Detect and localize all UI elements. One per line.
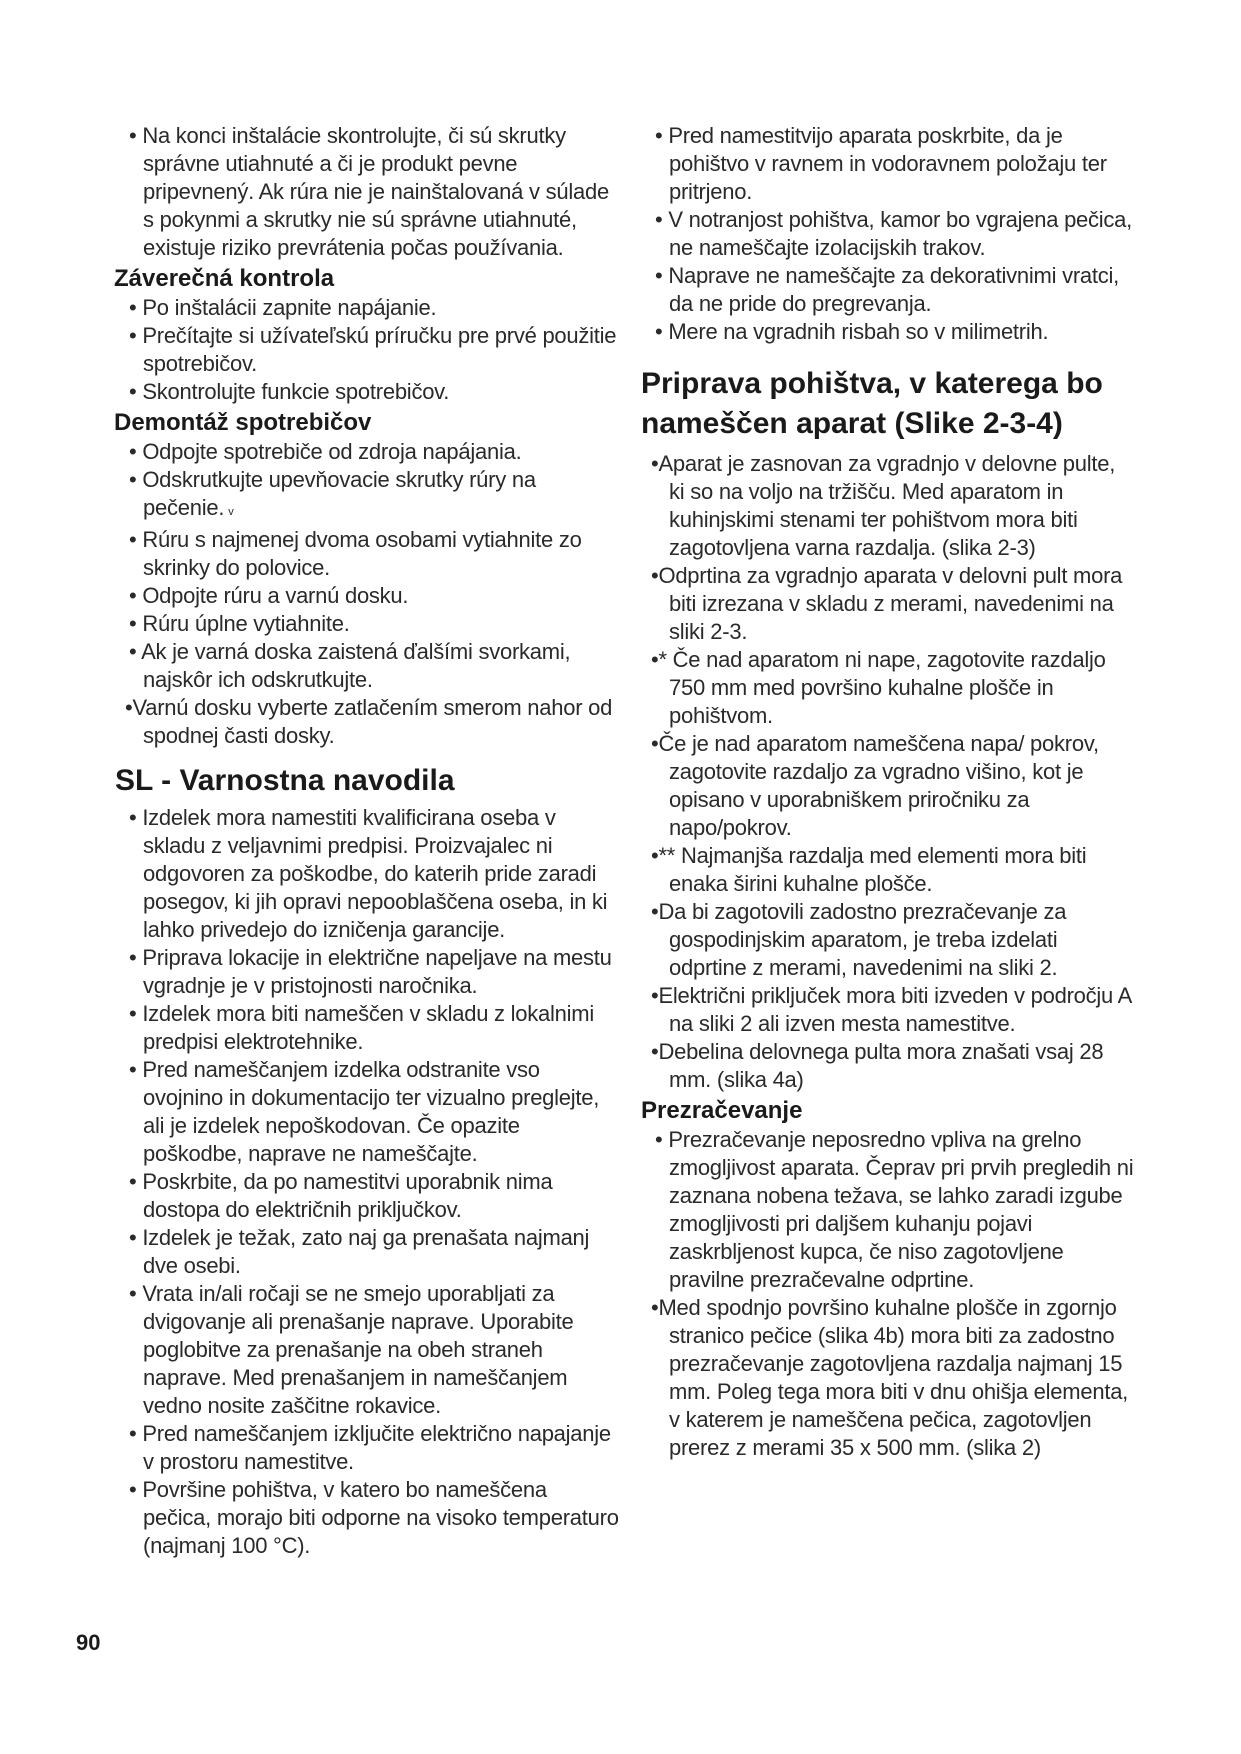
safety-section (115, 763, 620, 1560)
list-item: • Pred nameščanjem izključite električno napajanje v prostoru namestitve. (129, 1421, 611, 1474)
left-column (115, 122, 620, 1560)
pre-installation-section (641, 122, 1136, 346)
list-item: • Vrata in/ali ročaji se ne smejo uporabljati za dvigovanje ali prenašanje naprave. Uporabite poglobitve za prenašanje na obeh straneh naprave. Med prenašanjem in nameščanjem vedno nosite zaščitne rokavice. (129, 1281, 574, 1418)
list-item: • Skontrolujte funkcie spotrebičov. (129, 379, 450, 404)
list-item: • Površine pohištva, v katero bo nameščena pečica, morajo biti odporne na visoko temperaturo (najmanj 100 °C). (129, 1477, 619, 1558)
list-item: • Pred nameščanjem izdelka odstranite vso ovojnino in dokumentacijo ter vizualno preglejte, ali je izdelek nepoškodovan. Če opazite poškodbe, naprave ne nameščajte. (129, 1057, 600, 1166)
list-item: •Odprtina za vgradnjo aparata v delovni pult mora biti izrezana v skladu z merami, navedenimi na sliki 2-3. (651, 563, 1123, 644)
stray-mark: v (228, 506, 234, 518)
dismantle-section (115, 408, 620, 750)
list-item: • Izdelek mora namestiti kvalificirana oseba v skladu z veljavnimi predpisi. Proizvajalec ni odgovoren za poškodbe, do katerih pride zaradi posegov, ki jih opravi nepooblaščena oseba, in ki lahko privedejo do izničenja garancije. (129, 805, 608, 942)
list-item: • Odpojte rúru a varnú dosku. (129, 583, 409, 608)
list-item: • Poskrbite, da po namestitvi uporabnik nima dostopa do električnih priključkov. (129, 1169, 553, 1222)
page-number: 90 (76, 1630, 101, 1655)
list-item: • Izdelek je težak, zato naj ga prenašata najmanj dve osebi. (129, 1225, 590, 1278)
list-item: • Prezračevanje neposredno vpliva na grelno zmogljivost aparata. Čeprav pri prvih pregledih ni zaznana nobena težava, se lahko zaradi izgube zmogljivosti pri daljšem kuhanju pojavi zaskrbljenost kupca, če niso zagotovljene pravilne prezračevalne odprtine. (655, 1127, 1134, 1292)
list-item: •Če je nad aparatom nameščena napa/ pokrov, zagotovite razdaljo za vgradno višino, kot je opisano v uporabniškem priročniku za napo/pokrov. (651, 731, 1099, 840)
final-check-section (115, 264, 620, 406)
list-item: • Pred namestitvijo aparata poskrbite, da je pohištvo v ravnem in vodoravnem položaju ter pritrjeno. (655, 123, 1107, 204)
list-item: • Mere na vgradnih risbah so v milimetrih. (655, 319, 1049, 344)
ventilation-section (641, 1096, 1136, 1462)
list-item: •Da bi zagotovili zadostno prezračevanje za gospodinjskim aparatom, je treba izdelati odprtine z merami, navedenimi na sliki 2. (651, 899, 1067, 980)
list-item-text: • Odskrutkujte upevňovacie skrutky rúry na pečenie. (129, 467, 536, 520)
list-item: • Priprava lokacije in električne napeljave na mestu vgradnje je v pristojnosti naročnika. (129, 945, 612, 998)
list-item: • Ak je varná doska zaistená ďalšími svorkami, najskôr ich odskrutkujte. (129, 639, 571, 692)
furniture-section (641, 364, 1136, 1094)
list-item: •Aparat je zasnovan za vgradnjo v delovne pulte, ki so na voljo na tržišču. Med aparatom in kuhinjskimi stenami ter pohištvom mora biti zagotovljena varna razdalja. (slika 2-3) (651, 451, 1116, 560)
list-item: • V notranjost pohištva, kamor bo vgrajena pečica, ne nameščajte izolacijskih trakov. (655, 207, 1133, 260)
list-item: • Izdelek mora biti nameščen v skladu z lokalnimi predpisi elektrotehnike. (129, 1001, 594, 1054)
list-item: •Varnú dosku vyberte zatlačením smerom nahor od spodnej časti dosky. (125, 695, 613, 748)
right-column (641, 122, 1136, 1462)
section-heading-safety: SL - Varnostna navodila (115, 764, 455, 797)
list-item: •Debelina delovnega pulta mora znašati vsaj 28 mm. (slika 4a) (651, 1039, 1104, 1092)
list-item: • Odpojte spotrebiče od zdroja napájania. (129, 439, 522, 464)
section-heading-dismantle: Demontáž spotrebičov (114, 409, 372, 436)
list-item: • Rúru úplne vytiahnite. (129, 611, 350, 636)
installation-check-section (115, 122, 620, 262)
list-item: •** Najmanjša razdalja med elementi mora biti enaka širini kuhalne plošče. (651, 843, 1087, 896)
section-heading-final-check: Záverečná kontrola (114, 265, 335, 292)
section-heading-furniture: Priprava pohištva, v katerega bo nameščen aparat (Slike 2-3-4) (641, 367, 1103, 440)
list-item: •* Če nad aparatom ni nape, zagotovite razdaljo 750 mm med površino kuhalne plošče in pohištvom. (651, 647, 1106, 728)
list-item (115, 466, 620, 526)
list-item: • Rúru s najmenej dvoma osobami vytiahnite zo skrinky do polovice. (129, 527, 582, 580)
section-heading-ventilation: Prezračevanje (641, 1097, 803, 1124)
list-item: •Električni priključek mora biti izveden v področju A na sliki 2 ali izven mesta namestitve. (651, 983, 1131, 1036)
list-item: • Po inštalácii zapnite napájanie. (129, 295, 437, 320)
list-item: • Na konci inštalácie skontrolujte, či sú skrutky správne utiahnuté a či je produkt pevne pripevnený. Ak rúra nie je nainštalovaná v súlade s pokynmi a skrutky nie sú správne utiahnuté, existuje riziko prevrátenia počas používania. (129, 123, 609, 260)
list-item: • Naprave ne nameščajte za dekorativnimi vratci, da ne pride do pregrevanja. (655, 263, 1120, 316)
list-item: • Prečítajte si užívateľskú príručku pre prvé použitie spotrebičov. (129, 323, 617, 376)
list-item: •Med spodnjo površino kuhalne plošče in zgornjo stranico pečice (slika 4b) mora biti za zadostno prezračevanje zagotovljena razdalja najmanj 15 mm. Poleg tega mora biti v dnu ohišja elementa, v katerem je nameščena pečica, zagotovljen prerez z merami 35 x 500 mm. (slika 2) (651, 1295, 1129, 1460)
